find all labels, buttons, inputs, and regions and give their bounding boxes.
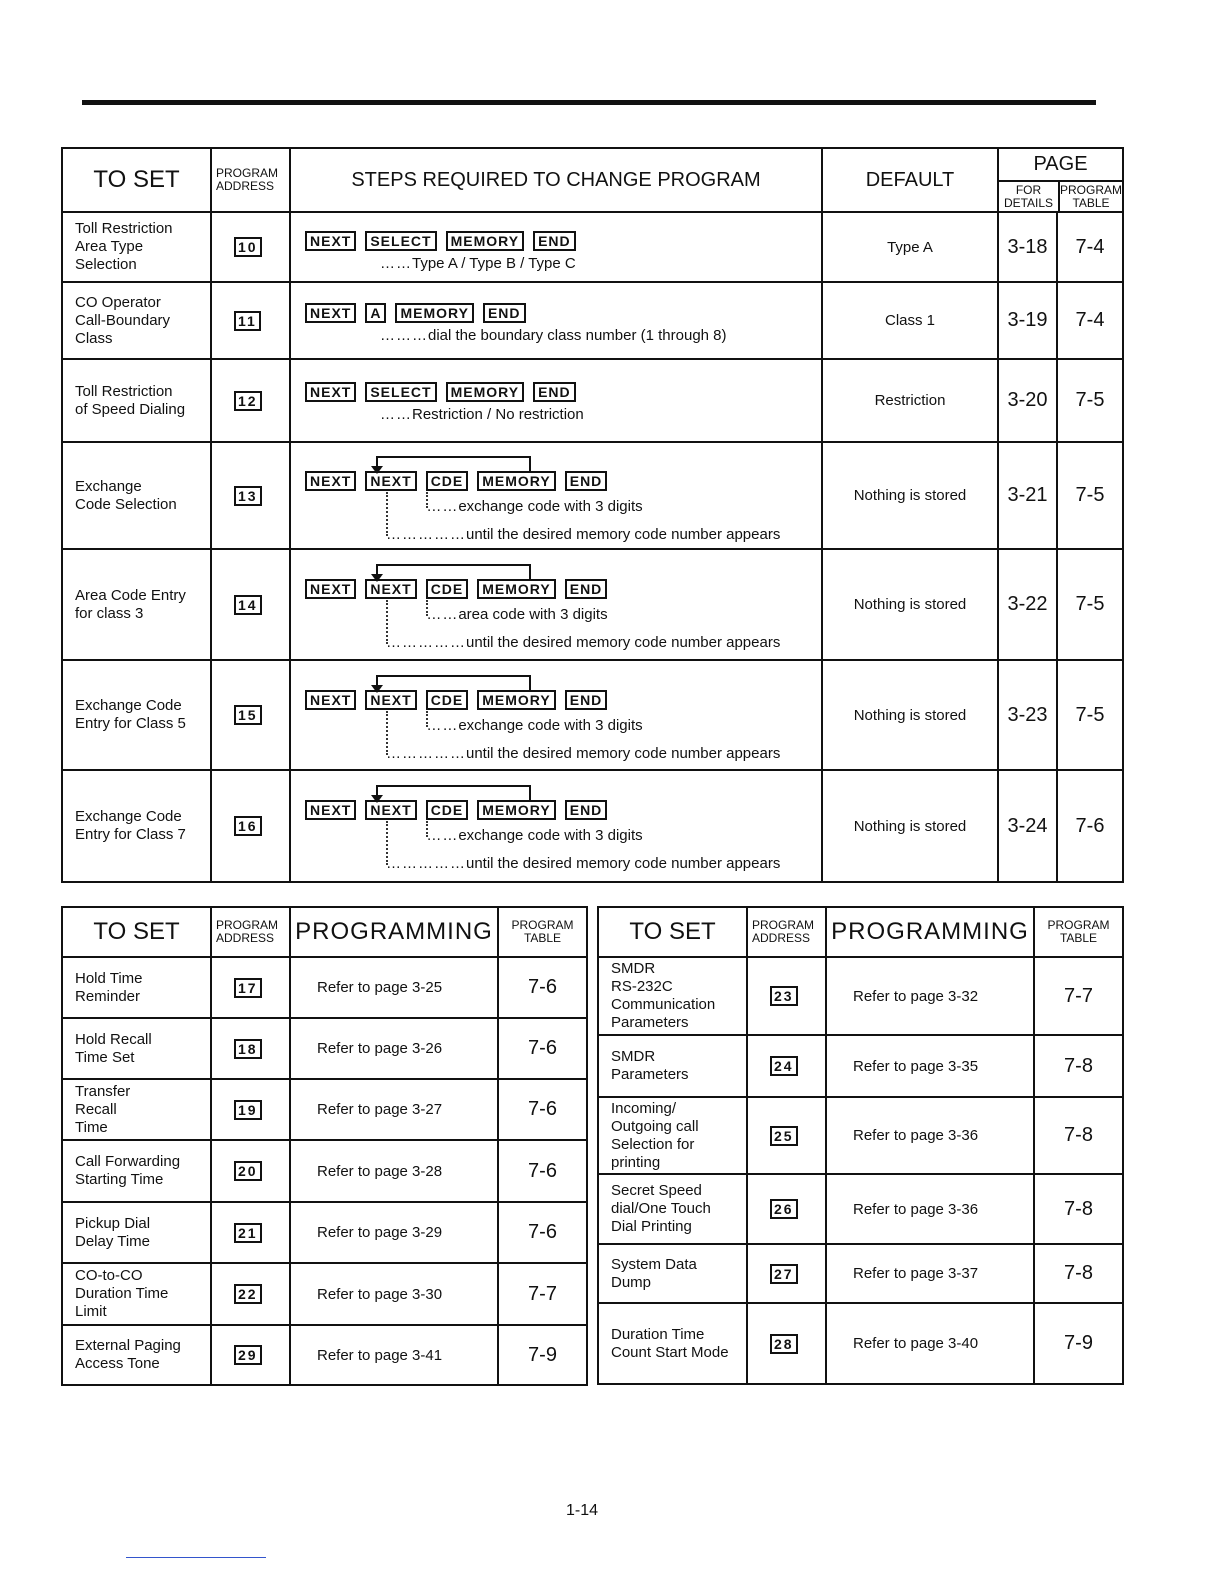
- program-address-code: 15: [234, 705, 262, 725]
- dotted-leader: ……: [426, 827, 459, 844]
- key-memory: MEMORY: [395, 303, 473, 323]
- table-row: [62, 1018, 587, 1079]
- steps-cell: [290, 549, 822, 660]
- steps-cell: [290, 212, 822, 282]
- programming-cell: Refer to page 3-29: [290, 1202, 498, 1263]
- programming-cell: Refer to page 3-32: [826, 957, 1034, 1035]
- to-set-cell: Hold Time Reminder: [62, 957, 211, 1018]
- program-table-cell: 7-5: [1057, 359, 1123, 442]
- steps-cell: [290, 770, 822, 882]
- table-row: [62, 212, 1123, 282]
- program-table-cell: 7-6: [498, 1202, 587, 1263]
- address-cell: [747, 1097, 826, 1174]
- key-next: NEXT: [305, 690, 356, 710]
- key-select: SELECT: [365, 382, 436, 402]
- table-row: [62, 442, 1123, 549]
- down-arrow-icon: [371, 685, 383, 693]
- table-row: [598, 1303, 1123, 1384]
- address-cell: [211, 282, 290, 359]
- program-table-cell: 7-8: [1034, 1174, 1123, 1244]
- left-header-program-address: PROGRAM ADDRESS: [211, 907, 290, 957]
- address-cell: [747, 1244, 826, 1303]
- key-a: A: [365, 303, 386, 323]
- step-note-text: dial the boundary class number (1 through 8): [428, 327, 727, 344]
- table-row: [62, 770, 1123, 882]
- key-next: NEXT: [365, 579, 416, 599]
- key-cde: CDE: [426, 579, 469, 599]
- to-set-cell: Area Code Entry for class 3: [62, 549, 211, 660]
- left-header-programming: PROGRAMMING: [290, 907, 498, 957]
- step-note: [380, 255, 576, 272]
- program-table-cell: 7-4: [1057, 282, 1123, 359]
- default-cell: Class 1: [822, 282, 998, 359]
- header-steps: STEPS REQUIRED TO CHANGE PROGRAM: [290, 148, 822, 212]
- header-to-set: TO SET: [62, 148, 211, 212]
- details-page-cell: 3-24: [998, 770, 1057, 882]
- dotted-leader-vertical: [426, 600, 428, 616]
- to-set-cell: Exchange Code Selection: [62, 442, 211, 549]
- key-cde: CDE: [426, 690, 469, 710]
- down-arrow-icon: [371, 795, 383, 803]
- key-next: NEXT: [365, 690, 416, 710]
- programming-cell: Refer to page 3-26: [290, 1018, 498, 1079]
- program-table-cell: 7-8: [1034, 1097, 1123, 1174]
- dotted-leader: ……: [380, 255, 412, 272]
- key-end: END: [565, 579, 608, 599]
- key-end: END: [565, 471, 608, 491]
- step-note-text: until the desired memory code number appears: [466, 855, 781, 872]
- loop-arrow: [376, 675, 530, 691]
- step-note-text: Type A / Type B / Type C: [412, 255, 576, 272]
- programming-cell: Refer to page 3-36: [826, 1097, 1034, 1174]
- default-cell: Restriction: [822, 359, 998, 442]
- step-note: [426, 606, 607, 623]
- step-note-text: exchange code with 3 digits: [458, 498, 643, 515]
- key-next: NEXT: [305, 471, 356, 491]
- to-set-cell: Toll Restriction of Speed Dialing: [62, 359, 211, 442]
- key-sequence: [305, 800, 616, 820]
- header-page: [998, 148, 1123, 212]
- step-note: [386, 526, 780, 543]
- programming-cell: Refer to page 3-28: [290, 1140, 498, 1202]
- step-note-text: until the desired memory code number appears: [466, 745, 781, 762]
- program-table-cell: 7-4: [1057, 212, 1123, 282]
- program-table-cell: 7-8: [1034, 1244, 1123, 1303]
- dotted-leader: ………: [380, 327, 428, 344]
- default-cell: Nothing is stored: [822, 549, 998, 660]
- key-next: NEXT: [305, 303, 356, 323]
- program-address-code: 16: [234, 816, 262, 836]
- address-cell: [211, 1140, 290, 1202]
- program-table-cell: 7-7: [1034, 957, 1123, 1035]
- program-address-code: 21: [234, 1223, 262, 1243]
- address-cell: [211, 1018, 290, 1079]
- table-row: [62, 660, 1123, 770]
- table-row: [62, 1263, 587, 1325]
- programming-cell: Refer to page 3-35: [826, 1035, 1034, 1097]
- step-note: [386, 634, 780, 651]
- address-cell: [747, 957, 826, 1035]
- to-set-cell: SMDR RS-232C Communication Parameters: [598, 957, 747, 1035]
- key-select: SELECT: [365, 231, 436, 251]
- dotted-leader-vertical: [426, 492, 428, 508]
- to-set-cell: Exchange Code Entry for Class 7: [62, 770, 211, 882]
- dotted-leader-vertical: [386, 492, 388, 536]
- table-row: [598, 1035, 1123, 1097]
- key-next: NEXT: [305, 579, 356, 599]
- program-address-code: 22: [234, 1284, 262, 1304]
- table-row: [598, 1174, 1123, 1244]
- default-cell: Nothing is stored: [822, 442, 998, 549]
- steps-cell: [290, 442, 822, 549]
- address-cell: [747, 1174, 826, 1244]
- programming-cell: Refer to page 3-36: [826, 1174, 1034, 1244]
- default-cell: Nothing is stored: [822, 770, 998, 882]
- key-sequence: [305, 471, 616, 491]
- main-header-row: [62, 148, 1123, 212]
- steps-cell: [290, 282, 822, 359]
- key-memory: MEMORY: [477, 690, 555, 710]
- program-address-code: 27: [770, 1264, 798, 1284]
- program-address-code: 18: [234, 1039, 262, 1059]
- program-table-cell: 7-6: [498, 1079, 587, 1140]
- programming-cell: Refer to page 3-25: [290, 957, 498, 1018]
- programming-cell: Refer to page 3-30: [290, 1263, 498, 1325]
- key-end: END: [565, 800, 608, 820]
- program-address-code: 20: [234, 1161, 262, 1181]
- program-address-code: 25: [770, 1126, 798, 1146]
- program-address-code: 13: [234, 486, 262, 506]
- down-arrow-icon: [371, 574, 383, 582]
- step-note-text: area code with 3 digits: [458, 606, 608, 623]
- address-cell: [211, 442, 290, 549]
- table-row: [62, 359, 1123, 442]
- table-row: [598, 1244, 1123, 1303]
- dotted-leader: ……: [426, 498, 459, 515]
- step-note: [426, 498, 642, 515]
- program-address-code: 23: [770, 986, 798, 1006]
- table-row: [62, 282, 1123, 359]
- program-address-code: 26: [770, 1199, 798, 1219]
- key-next: NEXT: [305, 800, 356, 820]
- details-page-cell: 3-22: [998, 549, 1057, 660]
- to-set-cell: Transfer Recall Time: [62, 1079, 211, 1140]
- address-cell: [747, 1035, 826, 1097]
- right-header-program-address: PROGRAM ADDRESS: [747, 907, 826, 957]
- table-row: [62, 1202, 587, 1263]
- to-set-cell: SMDR Parameters: [598, 1035, 747, 1097]
- to-set-cell: Call Forwarding Starting Time: [62, 1140, 211, 1202]
- programming-cell: Refer to page 3-37: [826, 1244, 1034, 1303]
- step-note: [386, 745, 780, 762]
- header-page-label: PAGE: [999, 149, 1122, 182]
- right-programming-table: [597, 906, 1124, 1385]
- header-program-table: PROGRAM TABLE: [1060, 183, 1123, 210]
- key-next: NEXT: [365, 800, 416, 820]
- to-set-cell: Pickup Dial Delay Time: [62, 1202, 211, 1263]
- details-page-cell: 3-19: [998, 282, 1057, 359]
- address-cell: [211, 1079, 290, 1140]
- address-cell: [211, 549, 290, 660]
- step-note: [426, 717, 642, 734]
- address-cell: [211, 770, 290, 882]
- key-end: END: [533, 231, 576, 251]
- top-rule: [82, 100, 1096, 105]
- program-table-cell: 7-6: [498, 957, 587, 1018]
- address-cell: [211, 212, 290, 282]
- key-sequence: [305, 579, 616, 599]
- key-memory: MEMORY: [477, 471, 555, 491]
- program-address-code: 17: [234, 978, 262, 998]
- address-cell: [747, 1303, 826, 1384]
- step-note-text: exchange code with 3 digits: [458, 827, 643, 844]
- program-address-code: 10: [234, 237, 262, 257]
- key-cde: CDE: [426, 471, 469, 491]
- key-next: NEXT: [305, 382, 356, 402]
- to-set-cell: Incoming/ Outgoing call Selection for printing: [598, 1097, 747, 1174]
- dotted-leader-vertical: [386, 600, 388, 644]
- program-address-code: 29: [234, 1345, 262, 1365]
- step-note-text: Restriction / No restriction: [412, 406, 584, 423]
- to-set-cell: CO Operator Call-Boundary Class: [62, 282, 211, 359]
- steps-cell: [290, 660, 822, 770]
- step-note-text: until the desired memory code number appears: [466, 634, 781, 651]
- program-address-code: 24: [770, 1056, 798, 1076]
- table-row: [62, 1140, 587, 1202]
- step-note: [386, 855, 780, 872]
- address-cell: [211, 660, 290, 770]
- details-page-cell: 3-18: [998, 212, 1057, 282]
- header-program-address: PROGRAM ADDRESS: [211, 148, 290, 212]
- program-table-cell: 7-5: [1057, 442, 1123, 549]
- programming-cell: Refer to page 3-40: [826, 1303, 1034, 1384]
- program-table-cell: 7-9: [1034, 1303, 1123, 1384]
- main-program-table: [61, 147, 1124, 883]
- program-address-code: 11: [234, 311, 261, 331]
- address-cell: [211, 1202, 290, 1263]
- program-table-cell: 7-6: [498, 1018, 587, 1079]
- program-table-cell: 7-5: [1057, 549, 1123, 660]
- program-table-cell: 7-6: [1057, 770, 1123, 882]
- key-sequence: [305, 303, 535, 323]
- dotted-leader: ……: [426, 606, 459, 623]
- address-cell: [211, 1263, 290, 1325]
- key-next: NEXT: [305, 231, 356, 251]
- programming-cell: Refer to page 3-27: [290, 1079, 498, 1140]
- program-table-cell: 7-9: [498, 1325, 587, 1385]
- key-memory: MEMORY: [446, 382, 524, 402]
- programming-cell: Refer to page 3-41: [290, 1325, 498, 1385]
- loop-arrow: [376, 564, 530, 580]
- address-cell: [211, 1325, 290, 1385]
- table-row: [62, 957, 587, 1018]
- details-page-cell: 3-21: [998, 442, 1057, 549]
- program-address-code: 19: [234, 1100, 262, 1120]
- key-end: END: [483, 303, 526, 323]
- dotted-leader: ……………: [386, 745, 466, 762]
- details-page-cell: 3-20: [998, 359, 1057, 442]
- key-memory: MEMORY: [446, 231, 524, 251]
- default-cell: Type A: [822, 212, 998, 282]
- table-row: [62, 1079, 587, 1140]
- program-address-code: 14: [234, 595, 262, 615]
- key-end: END: [565, 690, 608, 710]
- to-set-cell: Duration Time Count Start Mode: [598, 1303, 747, 1384]
- dotted-leader: ……: [426, 717, 459, 734]
- program-table-cell: 7-7: [498, 1263, 587, 1325]
- key-next: NEXT: [365, 471, 416, 491]
- to-set-cell: Toll Restriction Area Type Selection: [62, 212, 211, 282]
- dotted-leader: ……………: [386, 526, 466, 543]
- link-underline: [126, 1557, 266, 1558]
- address-cell: [211, 957, 290, 1018]
- to-set-cell: Exchange Code Entry for Class 5: [62, 660, 211, 770]
- program-address-code: 28: [770, 1334, 798, 1354]
- dotted-leader: ……………: [386, 855, 466, 872]
- right-header-programming: PROGRAMMING: [826, 907, 1034, 957]
- key-end: END: [533, 382, 576, 402]
- page-number: 1-14: [565, 1502, 599, 1519]
- to-set-cell: CO-to-CO Duration Time Limit: [62, 1263, 211, 1325]
- loop-arrow: [376, 785, 530, 801]
- header-default: DEFAULT: [822, 148, 998, 212]
- step-note: [426, 827, 642, 844]
- key-cde: CDE: [426, 800, 469, 820]
- down-arrow-icon: [371, 466, 383, 474]
- table-row: [62, 549, 1123, 660]
- key-sequence: [305, 382, 585, 402]
- default-cell: Nothing is stored: [822, 660, 998, 770]
- steps-cell: [290, 359, 822, 442]
- step-note: [380, 327, 727, 344]
- dotted-leader: ……………: [386, 634, 466, 651]
- right-header-to-set: TO SET: [598, 907, 747, 957]
- to-set-cell: System Data Dump: [598, 1244, 747, 1303]
- left-programming-table: [61, 906, 588, 1386]
- header-for-details: FOR DETAILS: [999, 182, 1060, 211]
- right-header-program-table: PROGRAM TABLE: [1034, 907, 1123, 957]
- to-set-cell: Secret Speed dial/One Touch Dial Printing: [598, 1174, 747, 1244]
- key-memory: MEMORY: [477, 579, 555, 599]
- program-table-cell: 7-5: [1057, 660, 1123, 770]
- key-sequence: [305, 690, 616, 710]
- right-header-row: [598, 907, 1123, 957]
- table-row: [598, 1097, 1123, 1174]
- dotted-leader-vertical: [386, 711, 388, 755]
- dotted-leader-vertical: [426, 711, 428, 727]
- left-header-row: [62, 907, 587, 957]
- dotted-leader-vertical: [426, 821, 428, 837]
- details-page-cell: 3-23: [998, 660, 1057, 770]
- step-note: [380, 406, 584, 423]
- table-row: [598, 957, 1123, 1035]
- program-table-cell: 7-8: [1034, 1035, 1123, 1097]
- left-header-program-table: PROGRAM TABLE: [498, 907, 587, 957]
- table-row: [62, 1325, 587, 1385]
- loop-arrow: [376, 456, 530, 472]
- address-cell: [211, 359, 290, 442]
- to-set-cell: Hold Recall Time Set: [62, 1018, 211, 1079]
- key-sequence: [305, 231, 585, 251]
- left-header-to-set: TO SET: [62, 907, 211, 957]
- step-note-text: exchange code with 3 digits: [458, 717, 643, 734]
- dotted-leader-vertical: [386, 821, 388, 865]
- dotted-leader: ……: [380, 406, 412, 423]
- program-table-cell: 7-6: [498, 1140, 587, 1202]
- key-memory: MEMORY: [477, 800, 555, 820]
- to-set-cell: External Paging Access Tone: [62, 1325, 211, 1385]
- step-note-text: until the desired memory code number appears: [466, 526, 781, 543]
- program-address-code: 12: [234, 391, 262, 411]
